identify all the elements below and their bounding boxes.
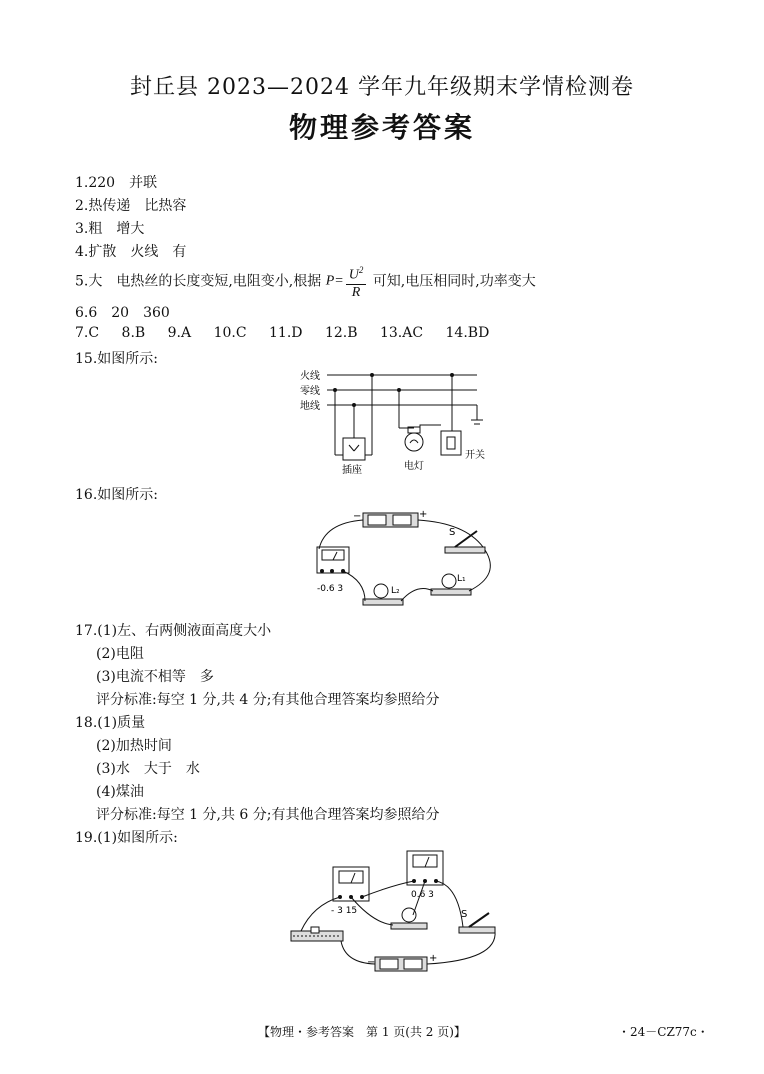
- wire: [469, 550, 490, 591]
- answer-1: 1.220 并联: [75, 175, 158, 191]
- answer-17-scoring: 评分标准:每空 1 分,共 4 分;有其他合理答案均参照给分: [96, 692, 440, 708]
- answer-17-3: (3)电流不相等 多: [96, 669, 214, 685]
- voltmeter-dial-icon: [339, 871, 363, 883]
- switch-label: 开关: [465, 450, 485, 461]
- lamp-l2-icon: [374, 584, 388, 598]
- lamp-l2-label: L₂: [391, 586, 400, 596]
- live-wire-label: 火线: [300, 371, 320, 382]
- mc-answer: 12.B: [324, 325, 358, 341]
- lamp-label: 电灯: [404, 461, 424, 472]
- answer-4: 4.扩散 火线 有: [75, 244, 187, 260]
- answer-17-2: (2)电阻: [96, 646, 144, 662]
- battery-minus: −: [367, 957, 376, 968]
- battery-plus: +: [419, 509, 428, 520]
- wire: [362, 881, 414, 897]
- answer-18-3: (3)水 大于 水: [96, 761, 200, 777]
- ammeter-dial-icon: [413, 855, 437, 867]
- switch-label: S: [461, 909, 468, 920]
- multiple-choice-answers: [75, 325, 507, 341]
- figure-16-circuit: [305, 505, 505, 619]
- mc-answer: 9.A: [167, 325, 192, 341]
- power-formula: [326, 262, 369, 301]
- answer-key-title: 物理参考答案: [288, 111, 475, 144]
- lamp-bulb-icon: [405, 433, 423, 451]
- answer-5-suffix: 可知,电压相同时,功率变大: [372, 273, 536, 290]
- answer-18-2: (2)加热时间: [96, 738, 172, 754]
- answer-15: 15.如图所示:: [75, 351, 158, 367]
- answer-3: 3.粗 增大: [75, 221, 145, 237]
- formula-fraction: [346, 262, 367, 301]
- switch-lever-icon: [455, 531, 477, 547]
- answer-6: 6.6 20 360: [75, 305, 170, 321]
- switch-lever-icon: [469, 913, 489, 927]
- lamp-l1-label: L₁: [457, 574, 466, 584]
- answer-18-4: (4)煤油: [96, 784, 144, 800]
- formula-lhs: P=: [325, 273, 344, 289]
- ammeter-terminals: 0.6 3: [411, 890, 434, 900]
- mc-answer: 14.BD: [445, 325, 490, 341]
- page-footer: 【物理・参考答案 第 1 页(共 2 页)】: [258, 1025, 466, 1039]
- switch-label: S: [449, 527, 456, 538]
- switch-base: [445, 547, 485, 553]
- battery-minus: −: [353, 511, 362, 522]
- answer-19-1: 19.(1)如图所示:: [75, 830, 178, 846]
- neutral-wire-label: 零线: [300, 386, 320, 397]
- lamp-icon: [402, 908, 416, 922]
- wire: [343, 571, 365, 601]
- socket-box: [343, 438, 365, 460]
- answer-2: 2.热传递 比热容: [75, 198, 187, 214]
- mc-answer: 8.B: [121, 325, 146, 341]
- answer-18-1: 18.(1)质量: [75, 715, 146, 731]
- mc-answer: 7.C: [75, 325, 100, 341]
- ammeter-terminals: -0.6 3: [317, 584, 344, 594]
- exam-title: 封丘县 2023—2024 学年九年级期末学情检测卷: [130, 75, 634, 100]
- answer-16: 16.如图所示:: [75, 487, 158, 503]
- answer-5-text: 5.大 电热丝的长度变短,电阻变小,根据: [75, 273, 322, 290]
- mc-answer: 13.AC: [379, 325, 424, 341]
- wire: [319, 520, 363, 549]
- document-code: ・24－CZ77c・: [618, 1025, 709, 1039]
- mc-answer: 10.C: [213, 325, 247, 341]
- figure-15-household-circuit: [295, 365, 495, 484]
- mc-answer: 11.D: [269, 325, 303, 341]
- formula-denominator: R: [351, 284, 361, 300]
- ground-wire-label: 地线: [300, 401, 320, 412]
- answer-5: [75, 262, 536, 301]
- switch-base: [459, 927, 495, 933]
- voltmeter-terminals: - 3 15: [331, 906, 358, 916]
- rheostat-slider-icon: [311, 927, 319, 933]
- figure-19-circuit: [283, 845, 503, 984]
- wire: [436, 881, 463, 927]
- formula-exponent: 2: [358, 265, 364, 275]
- formula-numerator: U: [348, 267, 359, 283]
- ammeter-dial-icon: [322, 550, 344, 560]
- wire: [401, 589, 433, 601]
- lamp-l1-icon: [442, 574, 456, 588]
- socket-label: 插座: [342, 465, 362, 476]
- answer-17-1: 17.(1)左、右两侧液面高度大小: [75, 623, 272, 639]
- battery-plus: +: [429, 953, 438, 964]
- switch-icon: [447, 437, 455, 449]
- answer-18-scoring: 评分标准:每空 1 分,共 6 分;有其他合理答案均参照给分: [96, 807, 440, 823]
